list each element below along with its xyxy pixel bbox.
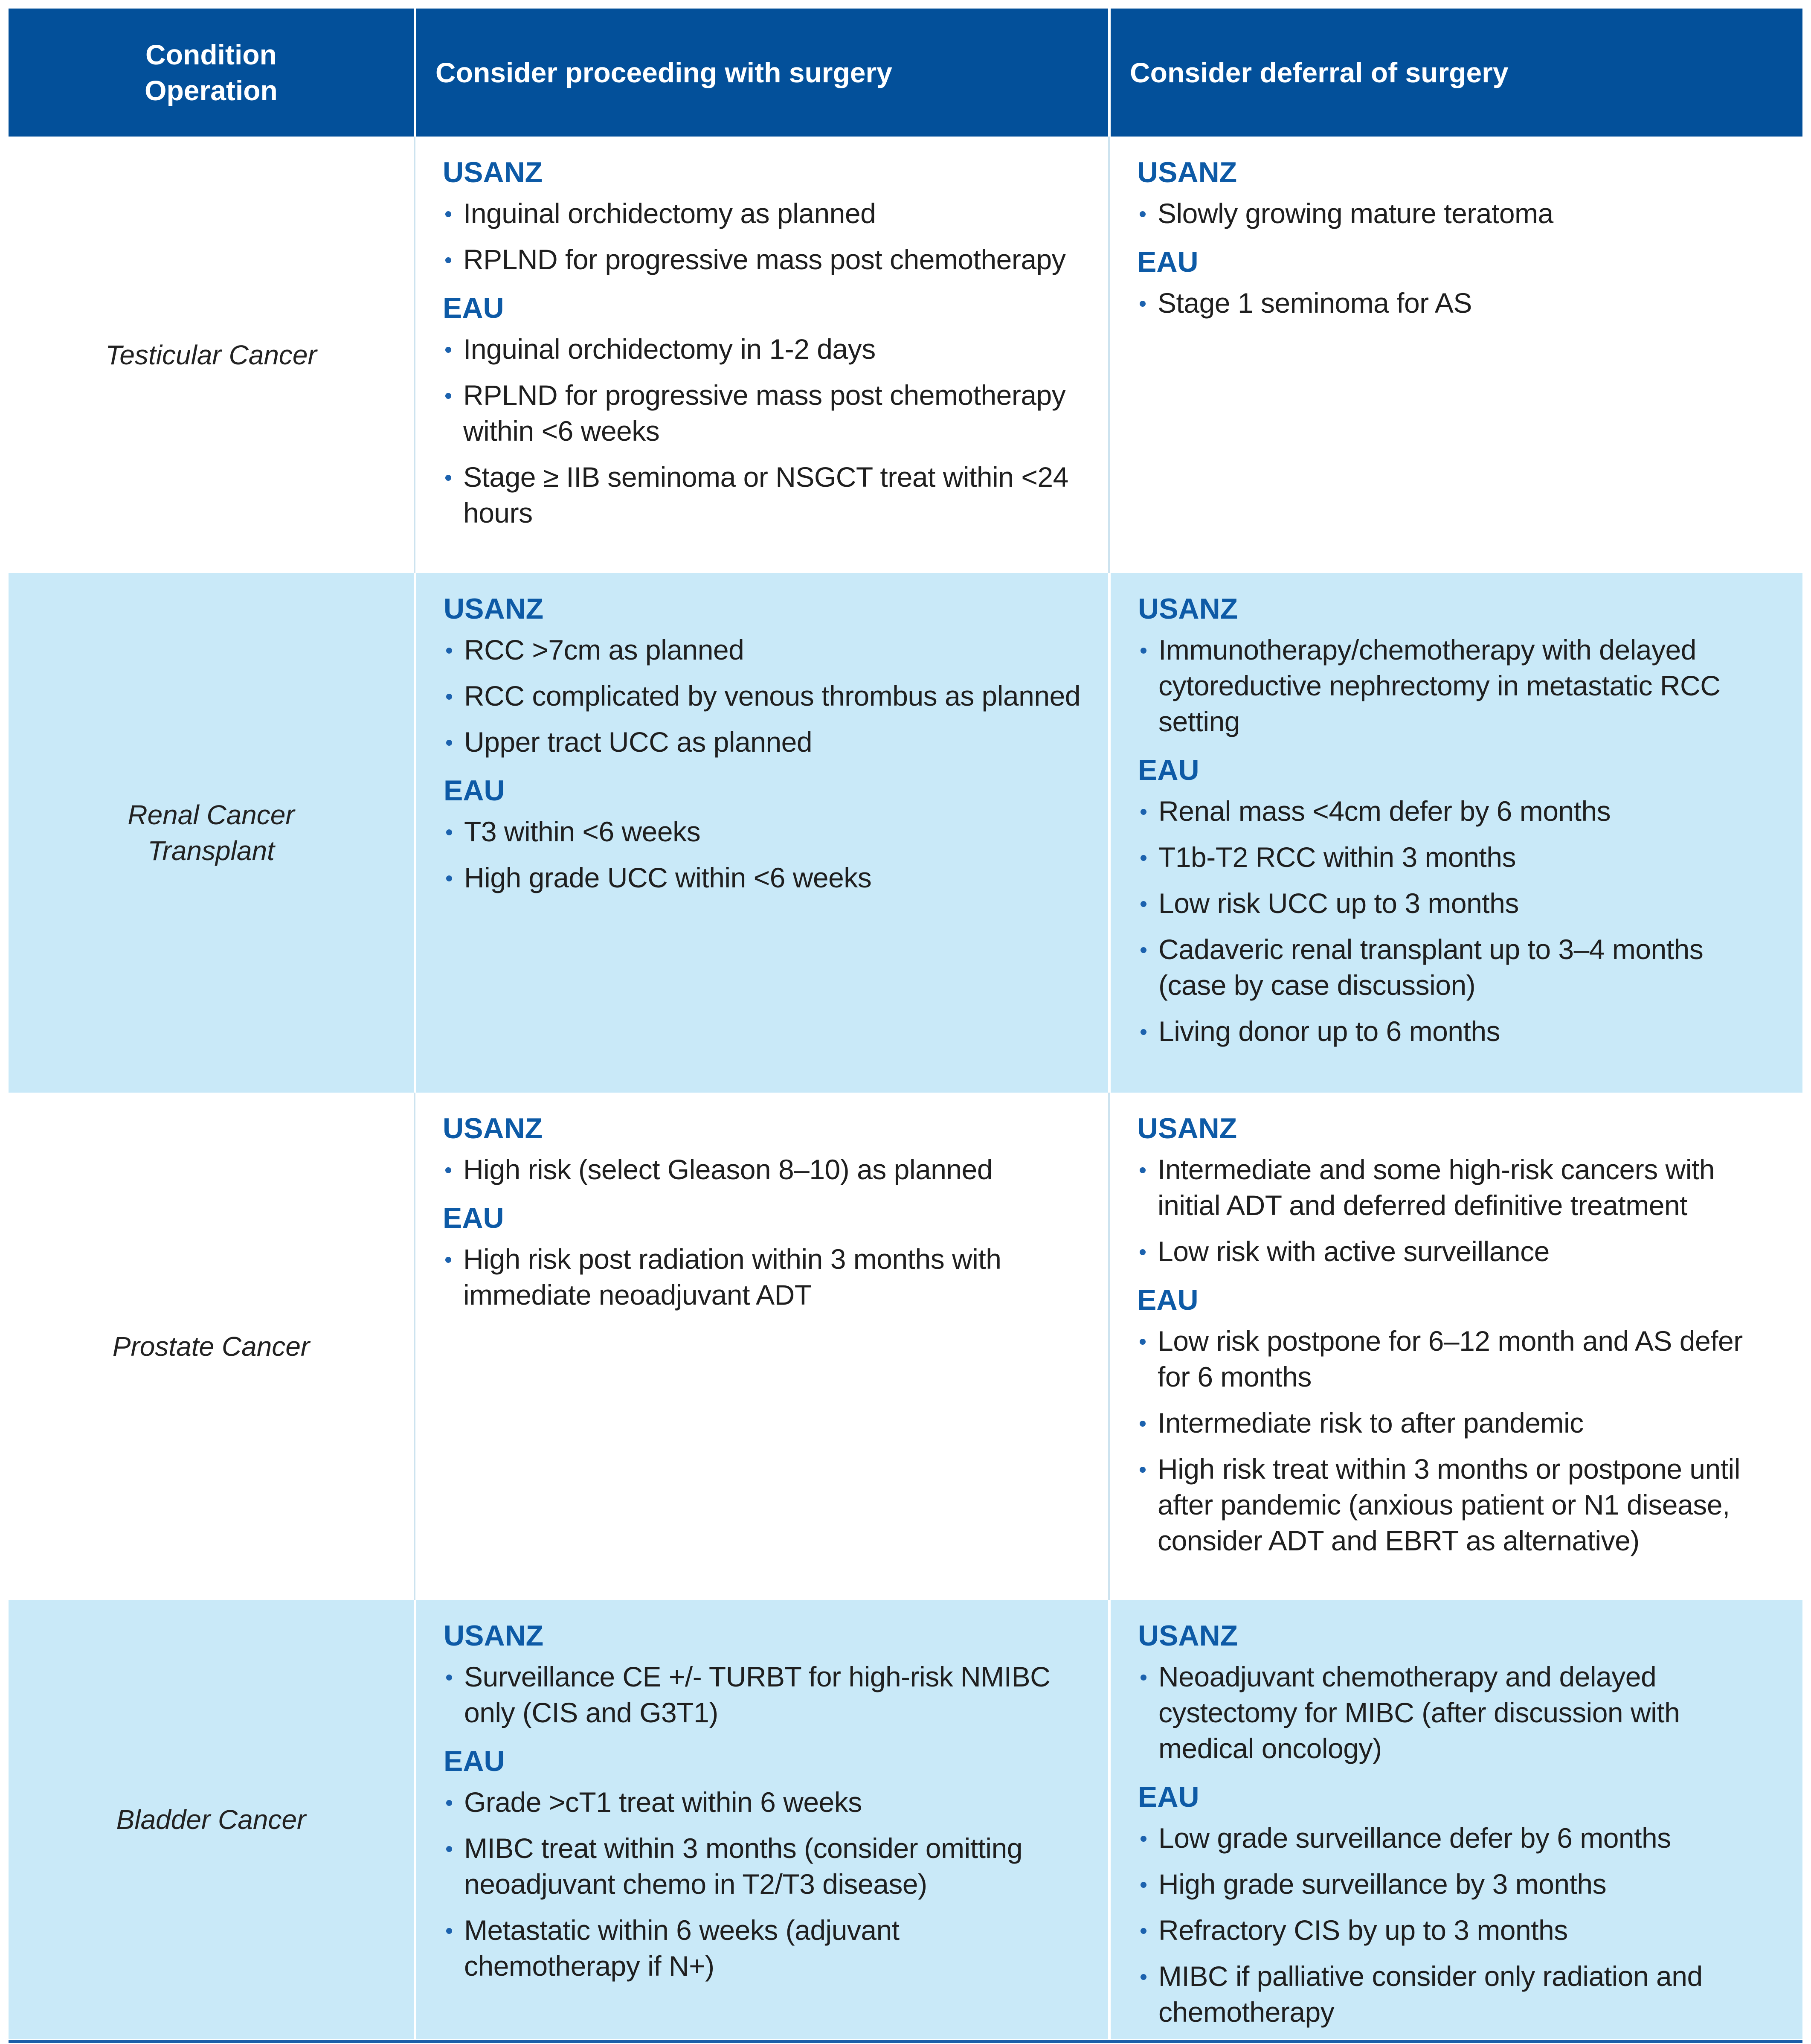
defer-cell bbox=[1108, 1600, 1802, 2039]
bullet-item: Cadaveric renal transplant up to 3–4 months (case by case discussion) bbox=[1138, 931, 1777, 1003]
guideline-group bbox=[443, 154, 1083, 277]
group-title: USANZ bbox=[1137, 156, 1237, 189]
condition-label bbox=[128, 797, 294, 869]
bullet-list bbox=[443, 1241, 1083, 1313]
header-operation-label: Operation bbox=[145, 75, 278, 106]
condition-line: Transplant bbox=[148, 835, 275, 866]
defer-cell bbox=[1108, 1093, 1802, 1600]
bullet-item: Slowly growing mature teratoma bbox=[1137, 195, 1777, 231]
bullet-item: RPLND for progressive mass post chemotherapy within <6 weeks bbox=[443, 377, 1083, 449]
guideline-group bbox=[1138, 591, 1777, 739]
bullet-item: High risk treat within 3 months or postpone until after pandemic (anxious patient or N1 disease, consider ADT and EBRT as alternative) bbox=[1137, 1451, 1777, 1558]
guideline-group bbox=[444, 773, 1083, 896]
bullet-item: T1b-T2 RCC within 3 months bbox=[1138, 839, 1777, 875]
proceed-cell bbox=[414, 1093, 1108, 1600]
proceed-cell bbox=[414, 137, 1108, 573]
guideline-group bbox=[444, 1618, 1083, 1730]
guideline-group bbox=[1138, 752, 1777, 1049]
condition-cell bbox=[9, 1093, 414, 1600]
bullet-item: Low grade surveillance defer by 6 months bbox=[1138, 1820, 1777, 1856]
bullet-item: RCC >7cm as planned bbox=[444, 632, 1083, 668]
bullet-item: Stage ≥ IIB seminoma or NSGCT treat within <24 hours bbox=[443, 459, 1083, 531]
bullet-item: High risk (select Gleason 8–10) as planned bbox=[443, 1151, 1083, 1187]
bullet-list bbox=[1138, 793, 1777, 1049]
bullet-list bbox=[443, 331, 1083, 531]
bullet-item: RPLND for progressive mass post chemotherapy bbox=[443, 241, 1083, 277]
guideline-group bbox=[1137, 244, 1777, 321]
condition-line: Renal Cancer bbox=[128, 800, 295, 830]
bullet-item: High risk post radiation within 3 months with immediate neoadjuvant ADT bbox=[443, 1241, 1083, 1313]
group-title: EAU bbox=[1138, 1781, 1199, 1813]
bullet-item: Surveillance CE +/- TURBT for high-risk NMIBC only (CIS and G3T1) bbox=[444, 1659, 1083, 1730]
guideline-group bbox=[444, 591, 1083, 760]
bullet-list bbox=[1138, 1820, 1777, 2030]
bullet-list bbox=[443, 1151, 1083, 1187]
bullet-list bbox=[1137, 1323, 1777, 1558]
bullet-item: MIBC treat within 3 months (consider omitting neoadjuvant chemo in T2/T3 disease) bbox=[444, 1830, 1083, 1902]
bullet-list bbox=[444, 1659, 1083, 1730]
header-proceed: Consider proceeding with surgery bbox=[414, 9, 1108, 137]
header-defer: Consider deferral of surgery bbox=[1108, 9, 1802, 137]
bullet-item: Intermediate risk to after pandemic bbox=[1137, 1405, 1777, 1441]
bullet-item: Refractory CIS by up to 3 months bbox=[1138, 1912, 1777, 1948]
defer-cell bbox=[1108, 137, 1802, 573]
bullet-item: Low risk UCC up to 3 months bbox=[1138, 885, 1777, 921]
bullet-list bbox=[444, 632, 1083, 760]
bullet-item: Inguinal orchidectomy in 1-2 days bbox=[443, 331, 1083, 367]
group-title: EAU bbox=[444, 774, 505, 807]
group-title: USANZ bbox=[1137, 1112, 1237, 1145]
guideline-group bbox=[443, 290, 1083, 531]
bullet-list bbox=[1137, 285, 1777, 321]
group-title: USANZ bbox=[1138, 1619, 1238, 1652]
group-title: USANZ bbox=[443, 156, 543, 189]
bullet-item: Renal mass <4cm defer by 6 months bbox=[1138, 793, 1777, 829]
bullet-item: Stage 1 seminoma for AS bbox=[1137, 285, 1777, 321]
guideline-table bbox=[9, 9, 1802, 2044]
group-title: EAU bbox=[443, 1202, 504, 1234]
bullet-item: Intermediate and some high-risk cancers with initial ADT and deferred definitive treatment bbox=[1137, 1151, 1777, 1223]
condition-label bbox=[105, 337, 317, 373]
group-title: USANZ bbox=[444, 1619, 544, 1652]
bullet-item: Grade >cT1 treat within 6 weeks bbox=[444, 1784, 1083, 1820]
bullet-item: Upper tract UCC as planned bbox=[444, 724, 1083, 760]
group-title: EAU bbox=[443, 292, 504, 324]
guideline-group bbox=[1138, 1779, 1777, 2030]
guideline-group bbox=[443, 1200, 1083, 1313]
bullet-item: MIBC if palliative consider only radiation and chemotherapy bbox=[1138, 1958, 1777, 2030]
group-title: USANZ bbox=[444, 593, 544, 625]
condition-cell bbox=[9, 1600, 414, 2039]
bullet-list bbox=[1137, 1151, 1777, 1269]
bullet-item: Metastatic within 6 weeks (adjuvant chemotherapy if N+) bbox=[444, 1912, 1083, 1984]
guideline-group bbox=[1138, 1618, 1777, 1766]
condition-line: Prostate Cancer bbox=[112, 1331, 310, 1362]
proceed-cell bbox=[414, 573, 1108, 1093]
bullet-item: T3 within <6 weeks bbox=[444, 814, 1083, 849]
bullet-item: Neoadjuvant chemotherapy and delayed cystectomy for MIBC (after discussion with medical oncology) bbox=[1138, 1659, 1777, 1766]
header-condition-operation bbox=[9, 9, 414, 137]
group-title: EAU bbox=[444, 1745, 505, 1777]
guideline-group bbox=[443, 1111, 1083, 1187]
condition-line: Testicular Cancer bbox=[105, 339, 317, 370]
group-title: EAU bbox=[1137, 1284, 1199, 1316]
group-title: EAU bbox=[1137, 246, 1199, 278]
bullet-item: RCC complicated by venous thrombus as planned bbox=[444, 678, 1083, 714]
bullet-list bbox=[1138, 632, 1777, 739]
condition-label bbox=[116, 1802, 306, 1838]
bullet-list bbox=[1138, 1659, 1777, 1766]
condition-cell bbox=[9, 573, 414, 1093]
group-title: USANZ bbox=[443, 1112, 543, 1145]
bullet-list bbox=[444, 1784, 1083, 1984]
group-title: USANZ bbox=[1138, 593, 1238, 625]
bullet-item: High grade UCC within <6 weeks bbox=[444, 860, 1083, 896]
bullet-item: Living donor up to 6 months bbox=[1138, 1013, 1777, 1049]
condition-line: Bladder Cancer bbox=[116, 1804, 306, 1835]
bullet-item: Immunotherapy/chemotherapy with delayed cytoreductive nephrectomy in metastatic RCC setting bbox=[1138, 632, 1777, 739]
table-bottom-rule bbox=[9, 2040, 1802, 2043]
guideline-group bbox=[1137, 1111, 1777, 1269]
bullet-item: Low risk postpone for 6–12 month and AS defer for 6 months bbox=[1137, 1323, 1777, 1395]
guideline-group bbox=[1137, 154, 1777, 231]
bullet-list bbox=[443, 195, 1083, 277]
condition-cell bbox=[9, 137, 414, 573]
bullet-list bbox=[1137, 195, 1777, 231]
header-condition-label: Condition bbox=[145, 39, 277, 70]
guideline-group bbox=[1137, 1282, 1777, 1558]
bullet-item: Low risk with active surveillance bbox=[1137, 1233, 1777, 1269]
proceed-cell bbox=[414, 1600, 1108, 2039]
guideline-group bbox=[444, 1743, 1083, 1984]
defer-cell bbox=[1108, 573, 1802, 1093]
bullet-item: Inguinal orchidectomy as planned bbox=[443, 195, 1083, 231]
condition-label bbox=[113, 1329, 310, 1364]
bullet-item: High grade surveillance by 3 months bbox=[1138, 1866, 1777, 1902]
bullet-list bbox=[444, 814, 1083, 896]
group-title: EAU bbox=[1138, 754, 1199, 786]
